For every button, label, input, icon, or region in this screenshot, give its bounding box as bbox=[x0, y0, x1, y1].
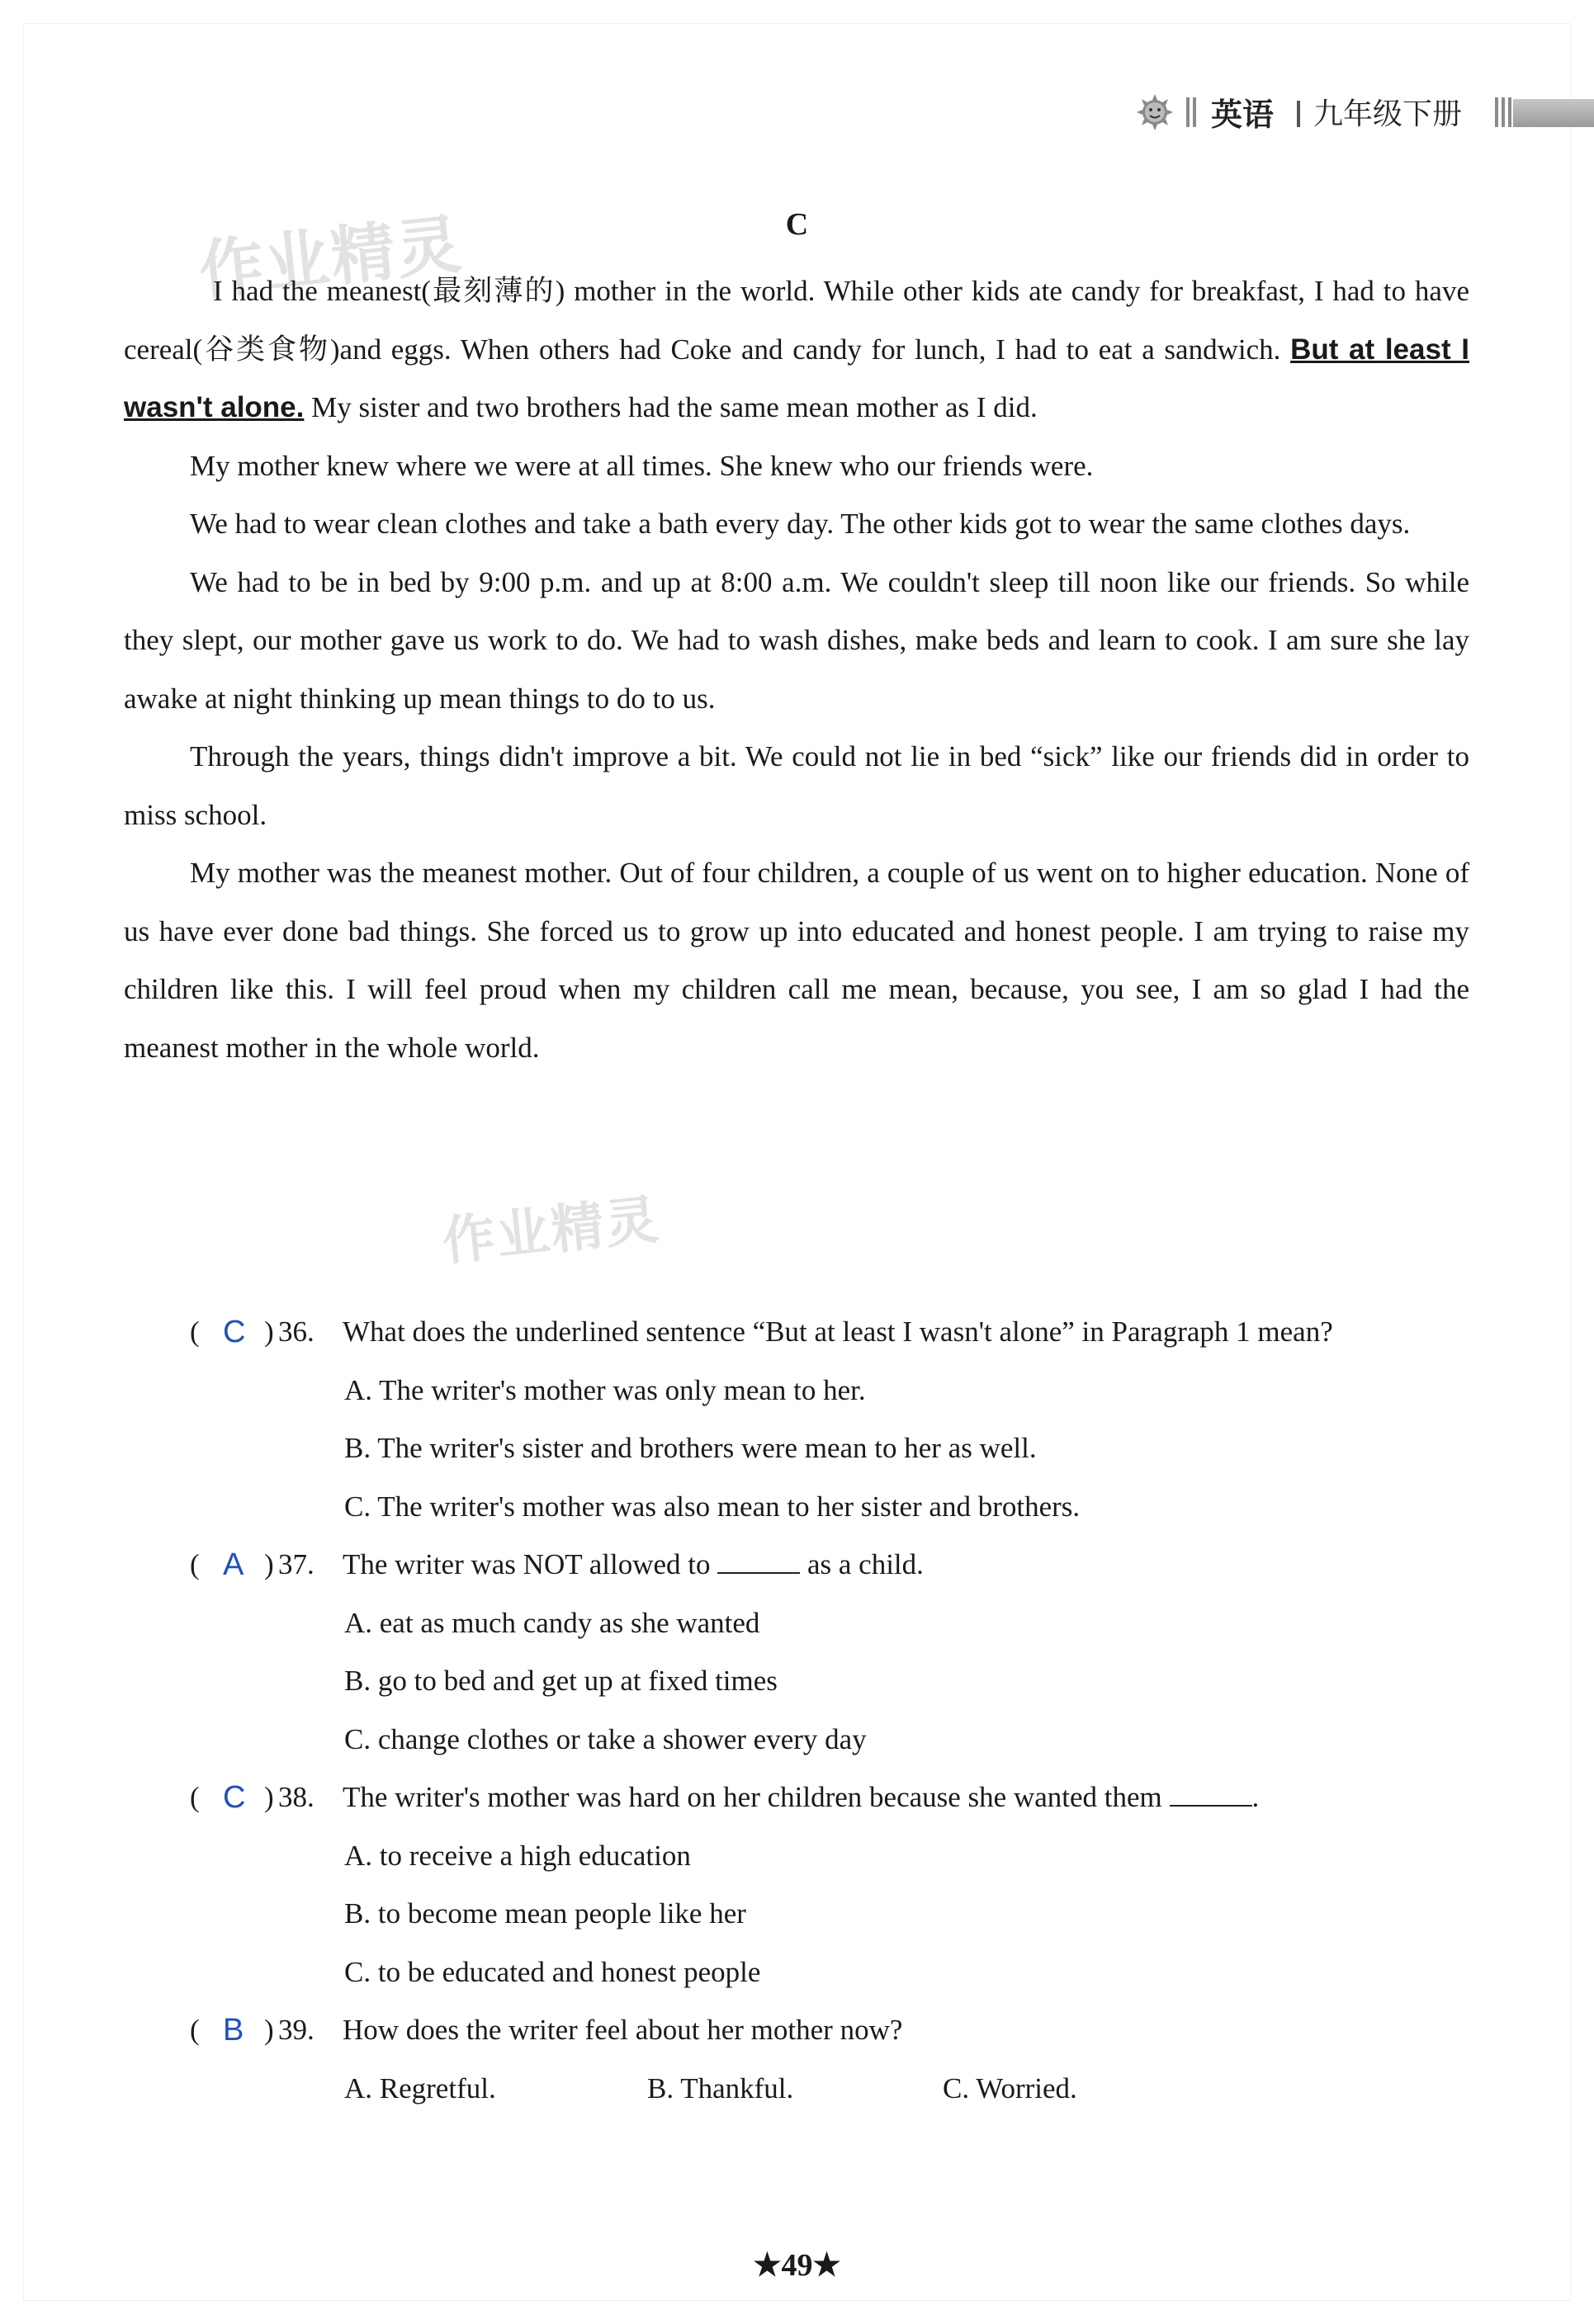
answer-blank bbox=[717, 1549, 800, 1574]
answer-mark: B bbox=[223, 2013, 244, 2048]
question-stem: What does the underlined sentence “But at least I wasn't alone” in Paragraph 1 mean? bbox=[343, 1316, 1333, 1348]
question-stem: How does the writer feel about her mother now? bbox=[343, 2014, 903, 2046]
subject-label: 英语 bbox=[1211, 97, 1275, 133]
option-c: C. Worried. bbox=[943, 2071, 1077, 2104]
question-number: 37. bbox=[278, 1548, 315, 1580]
question-list bbox=[124, 1303, 1469, 2118]
grade-label: 九年级下册 bbox=[1313, 97, 1463, 131]
paragraph-5: Through the years, things didn't improve a bit. We could not lie in bed “sick” like our friends did in order to miss school. bbox=[124, 740, 1469, 831]
question-number: 39. bbox=[278, 2014, 315, 2046]
reading-passage bbox=[124, 262, 1469, 1077]
option-row bbox=[124, 2060, 1469, 2119]
paragraph-1: I had the meanest(最刻薄的) mother in the world. While other kids ate candy for breakfast, I had to have cereal(谷类食物)and eggs. When others had Coke and candy for lunch, I had to eat a sandwich. But at least I wasn't alone. My sister and two brothers had the same mean mother as I did. bbox=[124, 275, 1469, 423]
sun-mascot-icon bbox=[1132, 92, 1178, 132]
paragraph-4: We had to be in bed by 9:00 p.m. and up at 8:00 a.m. We couldn't sleep till noon like our friends. So while they slept, our mother gave us work to do. We had to wash dishes, make beds and learn to cook. I am sure she lay awake at night thinking up mean things to do to us. bbox=[124, 565, 1469, 715]
paragraph-3: We had to wear clean clothes and take a bath every day. The other kids got to wear the same clothes days. bbox=[190, 508, 1411, 540]
page-header bbox=[1132, 87, 1594, 137]
option-b: B. go to bed and get up at fixed times bbox=[344, 1665, 778, 1697]
question-stem: The writer was NOT allowed to as a child. bbox=[343, 1548, 924, 1580]
option-a: A. The writer's mother was only mean to her. bbox=[344, 1373, 866, 1406]
watermark: 作业精灵 bbox=[195, 207, 466, 309]
answer-mark: A bbox=[223, 1547, 244, 1582]
question-number: 38. bbox=[278, 1781, 315, 1813]
page-number: ★49★ bbox=[753, 2248, 841, 2283]
answer-mark: C bbox=[223, 1315, 246, 1349]
paragraph-2: My mother knew where we were at all times. She knew who our friends were. bbox=[190, 449, 1094, 482]
option-c: C. to be educated and honest people bbox=[344, 1955, 761, 1988]
question-36: ( C ) 36. What does the underlined sentence “But at least I wasn't alone” in Paragraph 1 mean? A. The writer's mother was only mean to her. B. The writer's sister and brothers were mean to her as well. C. The writer's mother was also mean to her sister and brothers. bbox=[124, 1303, 1469, 1536]
option-a: A. eat as much candy as she wanted bbox=[344, 1606, 760, 1639]
question-39: ( B ) 39. How does the writer feel about her mother now? A. Regretful. B. Thankful. C. Worried. bbox=[124, 2001, 1469, 2118]
underlined-sentence: But at least I wasn't alone. bbox=[124, 333, 1469, 423]
header-bars bbox=[1186, 97, 1196, 127]
option-c: C. The writer's mother was also mean to her sister and brothers. bbox=[344, 1490, 1081, 1523]
question-stem: The writer's mother was hard on her children because she wanted them . bbox=[343, 1781, 1260, 1813]
option-b: B. to become mean people like her bbox=[344, 1897, 746, 1930]
answer-blank bbox=[1170, 1782, 1252, 1807]
option-c: C. change clothes or take a shower every day bbox=[344, 1722, 867, 1755]
header-bars-right bbox=[1495, 97, 1511, 127]
question-38: ( C ) 38. The writer's mother was hard on her children because she wanted them . A. to receive a high education B. to become mean people like her C. to be educated and honest people bbox=[124, 1769, 1469, 2001]
option-a: A. Regretful. bbox=[344, 2071, 496, 2104]
header-gray-block bbox=[1513, 99, 1594, 127]
watermark: 作业精灵 bbox=[439, 1189, 663, 1273]
question-number: 36. bbox=[278, 1316, 315, 1348]
option-a: A. to receive a high education bbox=[344, 1839, 691, 1872]
header-separator bbox=[1297, 101, 1300, 127]
answer-mark: C bbox=[223, 1780, 246, 1815]
section-heading: C bbox=[785, 207, 809, 242]
paragraph-6: My mother was the meanest mother. Out of four children, a couple of us went on to higher education. None of us have ever done bad things. She forced us to grow up into educated and honest people. I am trying to raise my children like this. I will feel proud when my children call me mean, because, you see, I am so glad I had the meanest mother in the whole world. bbox=[124, 857, 1469, 1064]
question-37: ( A ) 37. The writer was NOT allowed to as a child. A. eat as much candy as she wanted B. go to bed and get up at fixed times C. change clothes or take a shower every day bbox=[124, 1536, 1469, 1769]
option-b: B. The writer's sister and brothers were mean to her as well. bbox=[344, 1432, 1037, 1464]
option-b: B. Thankful. bbox=[647, 2071, 794, 2104]
